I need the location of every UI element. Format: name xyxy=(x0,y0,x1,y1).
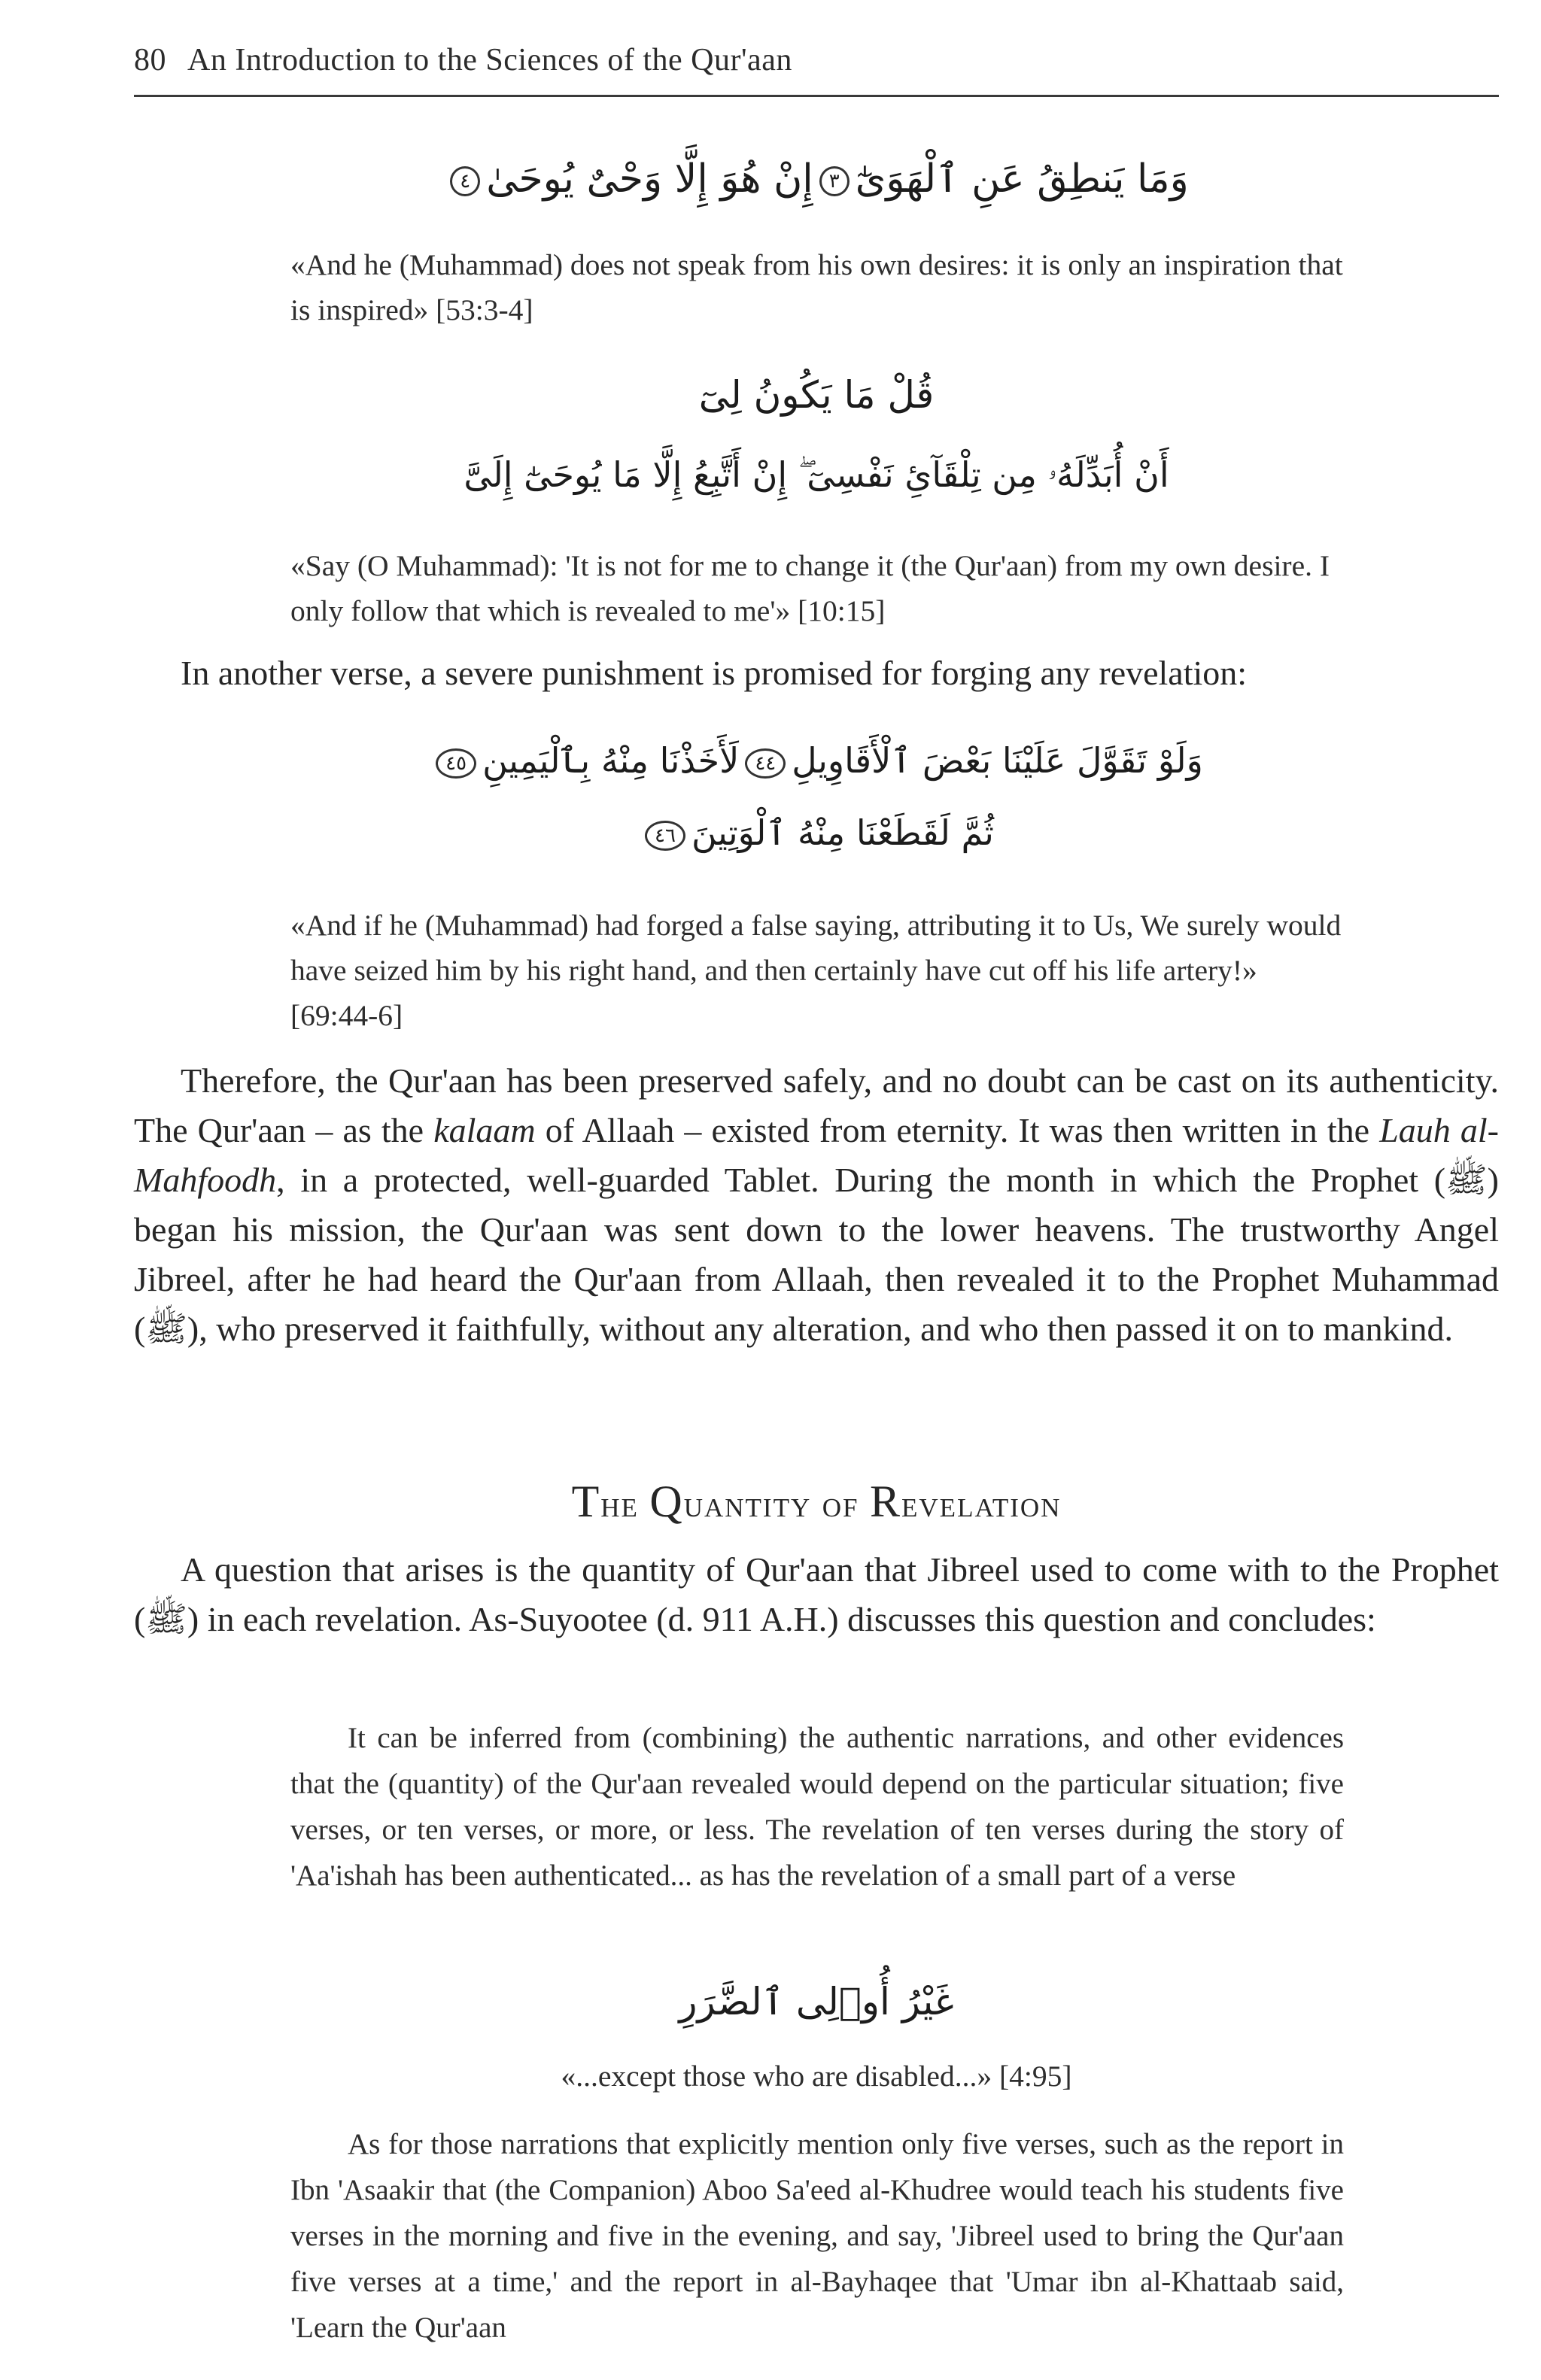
paragraph-quantity-question xyxy=(134,1545,1499,1644)
arabic-text: إِنْ هُوَ إِلَّا وَحْىٌ يُوحَىٰ xyxy=(486,156,813,202)
arabic-verse-4-95: غَيْرُ أُو۟لِى ٱلضَّرَرِ xyxy=(679,1980,954,2023)
paragraph-text: A question that arises is the quantity of Qur'aan that Jibreel used to come with to the Prophet (ﷺ) in each revelation. As-Suyootee (d. 911 A.H.) discusses this question and concludes: xyxy=(134,1550,1499,1638)
arabic-verse-69-44-45 xyxy=(134,740,1499,781)
arabic-text: وَمَا يَنطِقُ عَنِ ٱلْهَوَىٰٓ xyxy=(855,156,1189,202)
book-title: An Introduction to the Sciences of the Qur'aan xyxy=(187,43,792,77)
arabic-verse-10-15-line1: قُلْ مَا يَكُونُ لِىٓ xyxy=(698,373,935,417)
page-number: 80 xyxy=(134,43,166,77)
verse-number-marker: ٤٤ xyxy=(745,748,786,779)
arabic-text: ثُمَّ لَقَطَعْنَا مِنْهُ ٱلْوَتِينَ xyxy=(691,812,994,853)
arabic-text: وَلَوْ تَقَوَّلَ عَلَيْنَا بَعْضَ ٱلْأَقَاوِيلِ xyxy=(792,740,1203,781)
section-heading xyxy=(134,1476,1499,1528)
translation-10-15: «Say (O Muhammad): 'It is not for me to change it (the Qur'aan) from my own desire. I only follow that which is revealed to me'» [10:15] xyxy=(290,549,1330,627)
paragraph-text: Therefore, the Qur'aan has been preserved safely, and no doubt can be cast on its authenticity. The Qur'aan – as the xyxy=(134,1061,1499,1149)
paragraph-text: of Allaah – existed from eternity. It was then written in the xyxy=(535,1111,1380,1149)
heading-text: uantity xyxy=(683,1483,812,1525)
quote-text: It can be inferred from (combining) the authentic narrations, and other evidences that the (quantity) of the Qur'aan revealed would depend on the particular situation; five verses, or ten verses, or more, or less. The revelation of ten verses during the story of 'Aa'ishah has been authenticated... as has the revelation of a small part of a verse xyxy=(290,1722,1344,1892)
heading-text: he xyxy=(600,1483,639,1525)
running-header xyxy=(134,42,1499,78)
arabic-verse-69-46 xyxy=(134,812,1499,853)
term-lauh-al-mahfoodh: Lauh al-Mahfoodh xyxy=(134,1111,1499,1199)
block-quote-narrations xyxy=(290,2121,1344,2351)
arabic-verse-53-3-4 xyxy=(134,156,1499,202)
translation-69-44-6: «And if he (Muhammad) had forged a false saying, attributing it to Us, We surely would have seized him by his right hand, and then certainly have cut off his life artery!» [69:44-6] xyxy=(290,909,1342,1032)
block-quote-suyootee xyxy=(290,1715,1344,1899)
heading-text: of xyxy=(822,1483,859,1525)
quote-text: As for those narrations that explicitly mention only five verses, such as the report in Ibn 'Asaakir that (the Companion) Aboo Sa'eed al-Khudree would teach his students five verses in the morning and five in the evening, and say, 'Jibreel used to bring the Qur'aan five verses at a time,' and the report in al-Bayhaqee that 'Umar ibn al-Khattaab said, 'Learn the Qur'aan xyxy=(290,2128,1344,2344)
term-kalaam: kalaam xyxy=(433,1111,536,1149)
heading-initial: Q xyxy=(649,1477,684,1526)
arabic-text: لَأَخَذْنَا مِنْهُ بِٱلْيَمِينِ xyxy=(482,740,740,781)
heading-text: evelation xyxy=(901,1483,1062,1525)
header-rule xyxy=(134,95,1499,97)
paragraph-intro-punishment xyxy=(134,648,1499,698)
paragraph-text: , in a protected, well-guarded Tablet. During the month in which the Prophet (ﷺ) began his mission, the Qur'aan was sent down to the lower heavens. The trustworthy Angel Jibreel, after he had heard the Qur'aan from Allaah, then revealed it to the Prophet Muhammad (ﷺ), who preserved it faithfully, without any alteration, and who then passed it on to mankind. xyxy=(134,1161,1499,1348)
translation-53-3-4: «And he (Muhammad) does not speak from his own desires: it is only an inspiration that is inspired» [53:3-4] xyxy=(290,248,1343,326)
heading-initial: T xyxy=(571,1477,601,1526)
verse-number-marker: ٤ xyxy=(450,166,480,196)
translation-4-95: «...except those who are disabled...» [4:95] xyxy=(561,2060,1072,2093)
verse-number-marker: ٣ xyxy=(819,166,850,196)
verse-number-marker: ٤٦ xyxy=(645,821,685,851)
verse-number-marker: ٤٥ xyxy=(436,748,476,779)
paragraph-text: In another verse, a severe punishment is promised for forging any revelation: xyxy=(181,654,1248,692)
heading-initial: R xyxy=(870,1477,902,1526)
paragraph-preservation xyxy=(134,1056,1499,1354)
arabic-verse-10-15-line2: أَنْ أُبَدِّلَهُۥ مِن تِلْقَآئِ نَفْسِىٓ ۖ إِنْ أَتَّبِعُ إِلَّا مَا يُوحَىٰٓ إِلَىَّ xyxy=(464,454,1169,495)
